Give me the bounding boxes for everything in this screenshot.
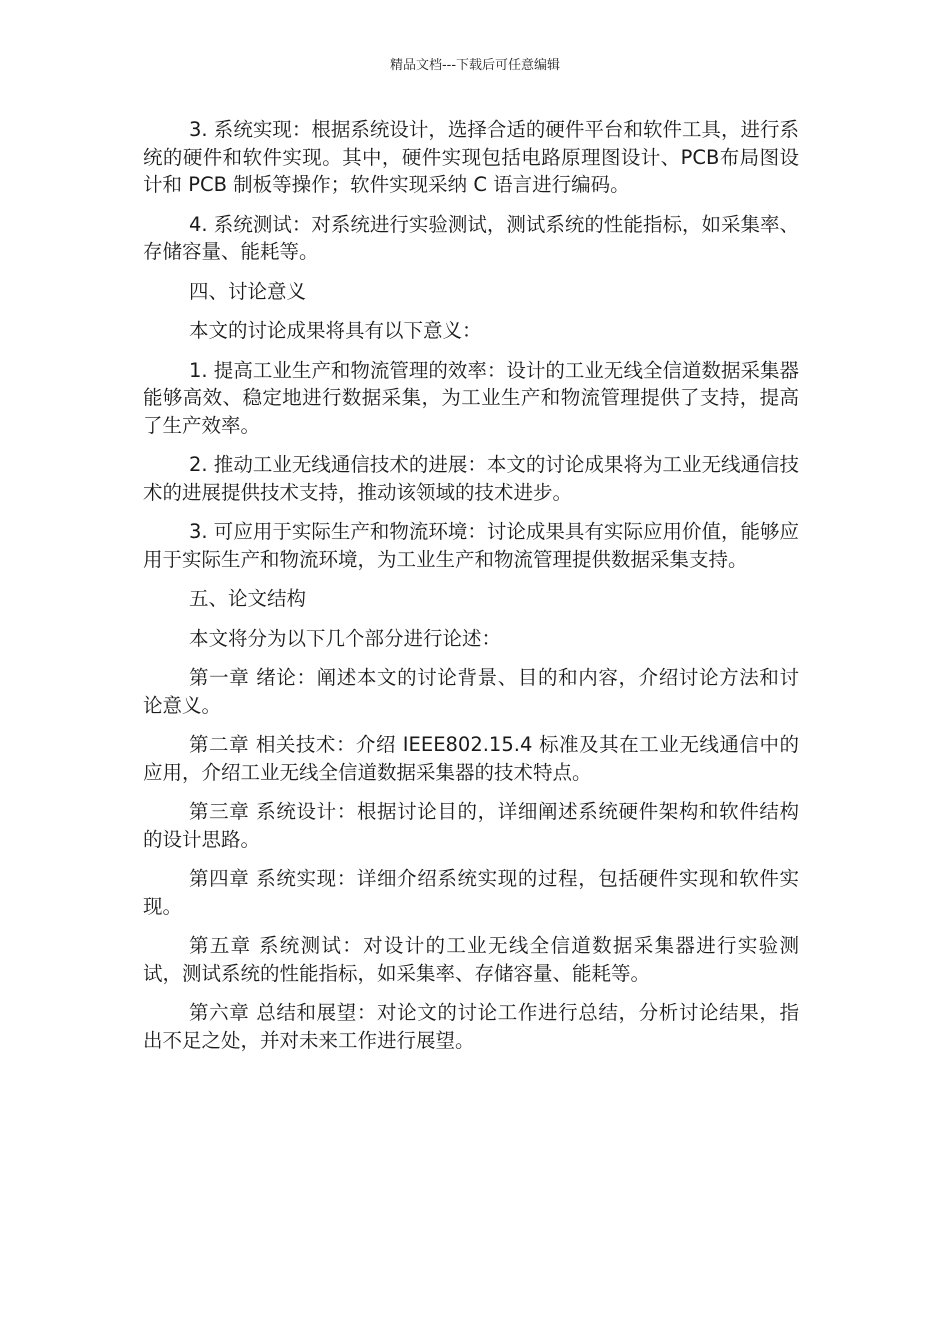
paragraph-significance-intro: 本文的讨论成果将具有以下意义： <box>189 319 482 342</box>
paragraph-significance-1: 1. 提高工业生产和物流管理的效率：设计的工业无线全信道数据采集器能够高效、稳定地进行数据采集，为工业生产和物流管理提供了支持，提高了生产效率。 <box>143 358 799 437</box>
paragraph-system-implementation: 3. 系统实现：根据系统设计，选择合适的硬件平台和软件工具，进行系统的硬件和软件实现。其中，硬件实现包括电路原理图设计、PCB布局图设计和 PCB 制板等操作；软件实现采纳 C 语言进行编码。 <box>143 118 799 196</box>
document-body <box>143 116 799 1066</box>
paragraph-chapter-1: 第一章 绪论：阐述本文的讨论背景、目的和内容，介绍讨论方法和讨论意义。 <box>143 666 799 717</box>
section-heading-significance: 四、讨论意义 <box>189 279 307 303</box>
paragraph-chapter-2: 第二章 相关技术：介绍 IEEE802.15.4 标准及其在工业无线通信中的应用，介绍工业无线全信道数据采集器的技术特点。 <box>143 733 799 784</box>
page-header: 精品文档---下载后可任意编辑 <box>389 58 561 73</box>
paragraph-chapter-5: 第五章 系统测试：对设计的工业无线全信道数据采集器进行实验测试，测试系统的性能指标，如采集率、存储容量、能耗等。 <box>143 934 799 985</box>
paragraph-chapter-4: 第四章 系统实现：详细介绍系统实现的过程，包括硬件实现和软件实现。 <box>143 867 799 918</box>
paragraph-significance-3: 3. 可应用于实际生产和物流环境：讨论成果具有实际应用价值，能够应用于实际生产和物流环境，为工业生产和物流管理提供数据采集支持。 <box>143 520 799 571</box>
paragraph-significance-2: 2. 推动工业无线通信技术的进展：本文的讨论成果将为工业无线通信技术的进展提供技术支持，推动该领域的技术进步。 <box>143 453 799 504</box>
paragraph-chapter-6: 第六章 总结和展望：对论文的讨论工作进行总结，分析讨论结果，指出不足之处，并对未来工作进行展望。 <box>143 1001 799 1052</box>
paragraph-system-testing: 4. 系统测试：对系统进行实验测试，测试系统的性能指标，如采集率、存储容量、能耗等。 <box>143 212 799 263</box>
paragraph-structure-intro: 本文将分为以下几个部分进行论述： <box>189 626 502 650</box>
section-heading-structure: 五、论文结构 <box>189 587 307 610</box>
paragraph-chapter-3: 第三章 系统设计：根据讨论目的，详细阐述系统硬件架构和软件结构的设计思路。 <box>143 800 799 851</box>
